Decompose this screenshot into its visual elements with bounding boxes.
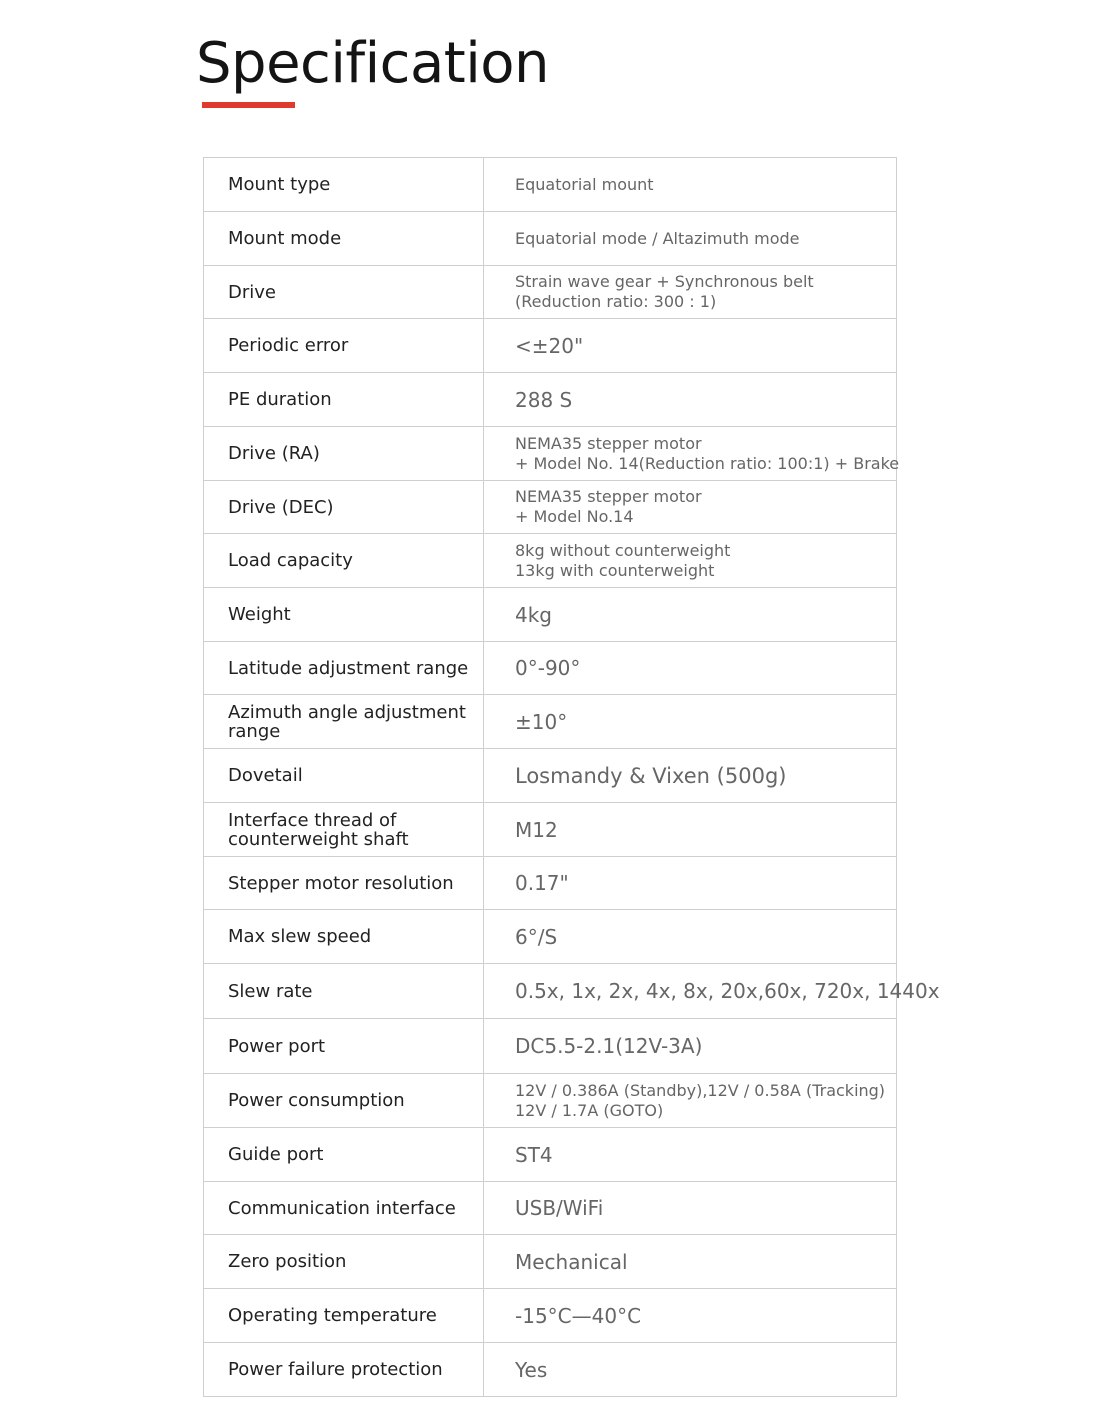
spec-row bbox=[204, 1343, 897, 1397]
spec-label: Interface thread of counterweight shaft bbox=[204, 803, 484, 857]
spec-value bbox=[484, 1343, 897, 1397]
spec-value-line: 0.17" bbox=[515, 871, 569, 895]
spec-value-line: 0°-90° bbox=[515, 656, 581, 680]
spec-row bbox=[204, 1289, 897, 1343]
spec-value-line: USB/WiFi bbox=[515, 1196, 604, 1220]
spec-value bbox=[484, 642, 897, 695]
spec-label: Guide port bbox=[204, 1128, 484, 1182]
spec-value-line: (Reduction ratio: 300 : 1) bbox=[515, 292, 717, 311]
spec-value bbox=[484, 803, 897, 857]
spec-value-line: 12V / 0.386A (Standby),12V / 0.58A (Tracking) bbox=[515, 1080, 886, 1100]
spec-value bbox=[484, 588, 897, 642]
spec-value bbox=[484, 1074, 897, 1128]
spec-row bbox=[204, 319, 897, 373]
spec-label: Stepper motor resolution bbox=[204, 857, 484, 910]
spec-row bbox=[204, 481, 897, 534]
spec-value-line: Yes bbox=[515, 1357, 548, 1382]
spec-label: Zero position bbox=[204, 1235, 484, 1289]
spec-value-line: ST4 bbox=[515, 1142, 553, 1167]
page-title: Specification bbox=[196, 31, 550, 96]
spec-value-line: 4kg bbox=[515, 602, 553, 627]
spec-row bbox=[204, 373, 897, 427]
spec-row bbox=[204, 1128, 897, 1182]
spec-table bbox=[203, 157, 940, 1397]
spec-row bbox=[204, 158, 897, 212]
spec-row bbox=[204, 910, 897, 964]
spec-row bbox=[204, 266, 897, 319]
spec-label: Drive (DEC) bbox=[204, 481, 484, 534]
spec-label: Azimuth angle adjustment range bbox=[204, 695, 484, 749]
spec-value-line: Mechanical bbox=[515, 1249, 628, 1274]
spec-row bbox=[204, 212, 897, 266]
spec-row bbox=[204, 1182, 897, 1235]
spec-label: Mount mode bbox=[204, 212, 484, 266]
spec-row bbox=[204, 1235, 897, 1289]
spec-value bbox=[484, 427, 900, 481]
spec-label: Drive bbox=[204, 266, 484, 319]
spec-value-line: -15°C—40°C bbox=[515, 1303, 642, 1328]
spec-value bbox=[484, 266, 897, 319]
spec-value-line: Equatorial mode / Altazimuth mode bbox=[515, 228, 800, 248]
spec-value-line: M12 bbox=[515, 817, 558, 842]
spec-label: Power port bbox=[204, 1019, 484, 1074]
spec-value-line: 288 S bbox=[515, 387, 573, 412]
spec-row bbox=[204, 588, 897, 642]
spec-label: PE duration bbox=[204, 373, 484, 427]
spec-label: Slew rate bbox=[204, 964, 484, 1019]
spec-label: Weight bbox=[204, 588, 484, 642]
spec-value bbox=[484, 1289, 897, 1343]
spec-value-line: <±20" bbox=[515, 333, 584, 358]
spec-label: Periodic error bbox=[204, 319, 484, 373]
title-underline bbox=[202, 102, 295, 108]
spec-label: Latitude adjustment range bbox=[204, 642, 484, 695]
spec-label: Load capacity bbox=[204, 534, 484, 588]
spec-row bbox=[204, 427, 897, 481]
spec-row bbox=[204, 749, 897, 803]
spec-label: Operating temperature bbox=[204, 1289, 484, 1343]
spec-value-line: NEMA35 stepper motor bbox=[515, 487, 702, 506]
spec-value-line: 0.5x, 1x, 2x, 4x, 8x, 20x,60x, 720x, 1440x bbox=[515, 979, 940, 1003]
spec-label: Power failure protection bbox=[204, 1343, 484, 1397]
spec-value-line: 8kg without counterweight bbox=[515, 540, 731, 560]
spec-value-line: ±10° bbox=[515, 709, 568, 734]
spec-value bbox=[484, 857, 897, 910]
spec-value bbox=[484, 749, 897, 803]
spec-value-line: 13kg with counterweight bbox=[515, 560, 715, 580]
spec-value-line: Equatorial mount bbox=[515, 174, 654, 194]
spec-value bbox=[484, 158, 897, 212]
spec-row bbox=[204, 695, 897, 749]
spec-value-line: + Model No.14 bbox=[515, 507, 634, 526]
spec-label: Communication interface bbox=[204, 1182, 484, 1235]
spec-value bbox=[484, 319, 897, 373]
spec-row bbox=[204, 857, 897, 910]
spec-value bbox=[484, 481, 897, 534]
spec-value-line: + Model No. 14(Reduction ratio: 100:1) + Brake bbox=[515, 453, 900, 473]
spec-row bbox=[204, 534, 897, 588]
spec-table-body bbox=[204, 158, 940, 1397]
spec-label: Mount type bbox=[204, 158, 484, 212]
spec-row bbox=[204, 1019, 897, 1074]
spec-label: Drive (RA) bbox=[204, 427, 484, 481]
spec-value-line: 6°/S bbox=[515, 924, 558, 949]
spec-value-line: NEMA35 stepper motor bbox=[515, 433, 702, 453]
spec-value bbox=[484, 1235, 897, 1289]
spec-label: Dovetail bbox=[204, 749, 484, 803]
spec-value-line: Strain wave gear + Synchronous belt bbox=[515, 272, 814, 291]
spec-label: Power consumption bbox=[204, 1074, 484, 1128]
spec-value bbox=[484, 695, 897, 749]
spec-value bbox=[484, 534, 897, 588]
spec-value bbox=[484, 964, 940, 1019]
spec-label: Max slew speed bbox=[204, 910, 484, 964]
spec-value-line: DC5.5-2.1(12V-3A) bbox=[515, 1034, 703, 1058]
spec-row bbox=[204, 1074, 897, 1128]
spec-row bbox=[204, 803, 897, 857]
spec-value-line: 12V / 1.7A (GOTO) bbox=[515, 1100, 664, 1120]
spec-value bbox=[484, 1182, 897, 1235]
spec-row bbox=[204, 964, 897, 1019]
spec-row bbox=[204, 642, 897, 695]
spec-value bbox=[484, 1128, 897, 1182]
spec-value bbox=[484, 910, 897, 964]
spec-value bbox=[484, 212, 897, 266]
spec-value bbox=[484, 1019, 897, 1074]
spec-value-line: Losmandy & Vixen (500g) bbox=[515, 763, 787, 788]
spec-value bbox=[484, 373, 897, 427]
